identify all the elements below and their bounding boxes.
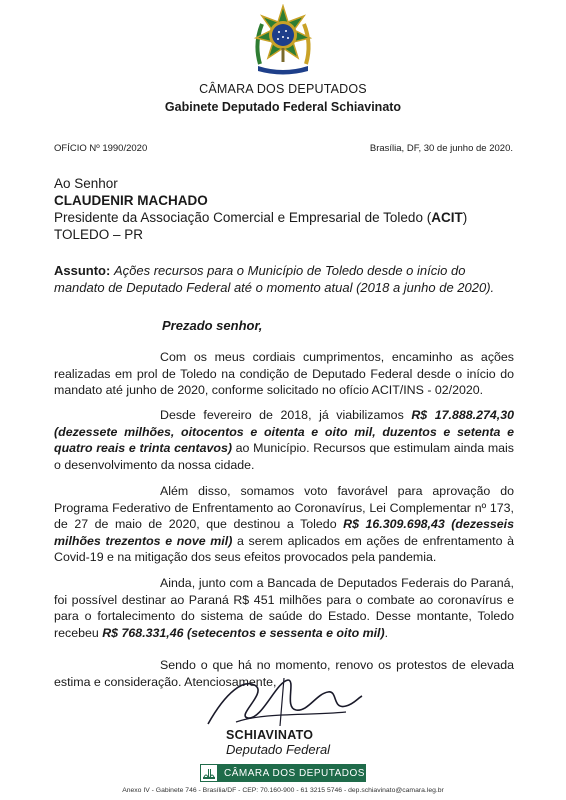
paragraph-3-text-a: Além disso, somamos voto favorável para aprovação do Programa Federativo de Enfrentamento ao Coronavírus, Lei Complementar nº 173, de 27 de maio de 2020, que destinou a Toledo [54, 484, 514, 531]
paragraph-4-text-c: . [384, 625, 389, 640]
subject-text: Ações recursos para o Município de Toledo desde o início do mandato de Deputado Federal até o momento atual (2018 a junho de 2020). [54, 263, 495, 295]
paragraph-3 [54, 483, 514, 566]
signature-name: SCHIAVINATO [226, 728, 314, 742]
paragraph-4-amount: R$ 768.331,46 (setecentos e sessenta e oito mil) [102, 625, 385, 640]
paragraph-4-text-a: Ainda, junto com a Bancada de Deputados Federais do Paraná, foi possível destinar ao Paraná R$ 451 milhões para o combate ao coronavírus e para o fortalecimento do sistema de saúde do Estado. Desse montante, Toledo recebeu [54, 576, 514, 640]
document-date: Brasília, DF, 30 de junho de 2020. [369, 143, 513, 154]
signature-role: Deputado Federal [226, 742, 331, 757]
recipient-role-suffix: ) [462, 210, 468, 225]
handwritten-signature [196, 672, 366, 732]
footer-banner [200, 764, 366, 782]
header-chamber-name: CÂMARA DOS DEPUTADOS [199, 82, 367, 96]
subject-line [54, 262, 514, 296]
recipient-salutation: Ao Senhor [54, 176, 118, 191]
recipient-role-prefix: Presidente da Associação Comercial e Empresarial de Toledo ( [54, 210, 432, 225]
paragraph-2-amount: R$ 17.888.274,30 (dezessete milhões, oitocentos e oitenta e oito mil, duzentos e setenta e quatro reais e trinta centavos) [54, 408, 514, 455]
recipient-role-acronym: ACIT [431, 210, 463, 225]
paragraph-1-text: Com os meus cordiais cumprimentos, encaminho as ações realizadas em prol de Toledo na condição de Deputado Federal desde o início do mandato até junho de 2020, conforme solicitado no ofício ACIT/INS - 02/2020. [54, 350, 514, 397]
paragraph-4 [54, 575, 514, 641]
greeting: Prezado senhor, [162, 318, 263, 333]
paragraph-5-text: Sendo o que há no momento, renovo os protestos de elevada estima e consideração. Atenciosamente, [54, 658, 514, 689]
oficio-number: OFÍCIO Nº 1990/2020 [54, 143, 148, 154]
recipient-role [54, 209, 467, 226]
footer-label: CÂMARA DOS DEPUTADOS [224, 767, 365, 779]
paragraph-2 [54, 407, 514, 473]
footer-address: Anexo IV - Gabinete 746 - Brasília/DF - CEP: 70.160-900 - 61 3215 5746 - dep.schiavinato@camara.leg.br [122, 787, 444, 794]
recipient-name: CLAUDENIR MACHADO [54, 193, 208, 208]
subject-label: Assunto: [54, 263, 111, 278]
recipient-city: TOLEDO – PR [54, 227, 144, 242]
header-office-name: Gabinete Deputado Federal Schiavinato [164, 100, 402, 114]
paragraph-2-text-a: Desde fevereiro de 2018, já viabilizamos [160, 408, 412, 422]
camara-building-icon [200, 764, 218, 782]
recipient-block [54, 175, 467, 243]
paragraph-1 [54, 349, 514, 399]
paragraph-2-text-c: ao Município. Recursos que estimulam ainda mais o desenvolvimento da nossa cidade. [54, 441, 515, 472]
brazil-coat-of-arms-icon [248, 4, 318, 76]
paragraph-3-text-c: a serem aplicados em ações de enfrentamento à Covid-19 e na mitigação dos seus efeitos provocados pela pandemia. [54, 533, 515, 564]
paragraph-3-amount: R$ 16.309.698,43 (dezesseis milhões trezentos e nove mil) [54, 517, 514, 548]
